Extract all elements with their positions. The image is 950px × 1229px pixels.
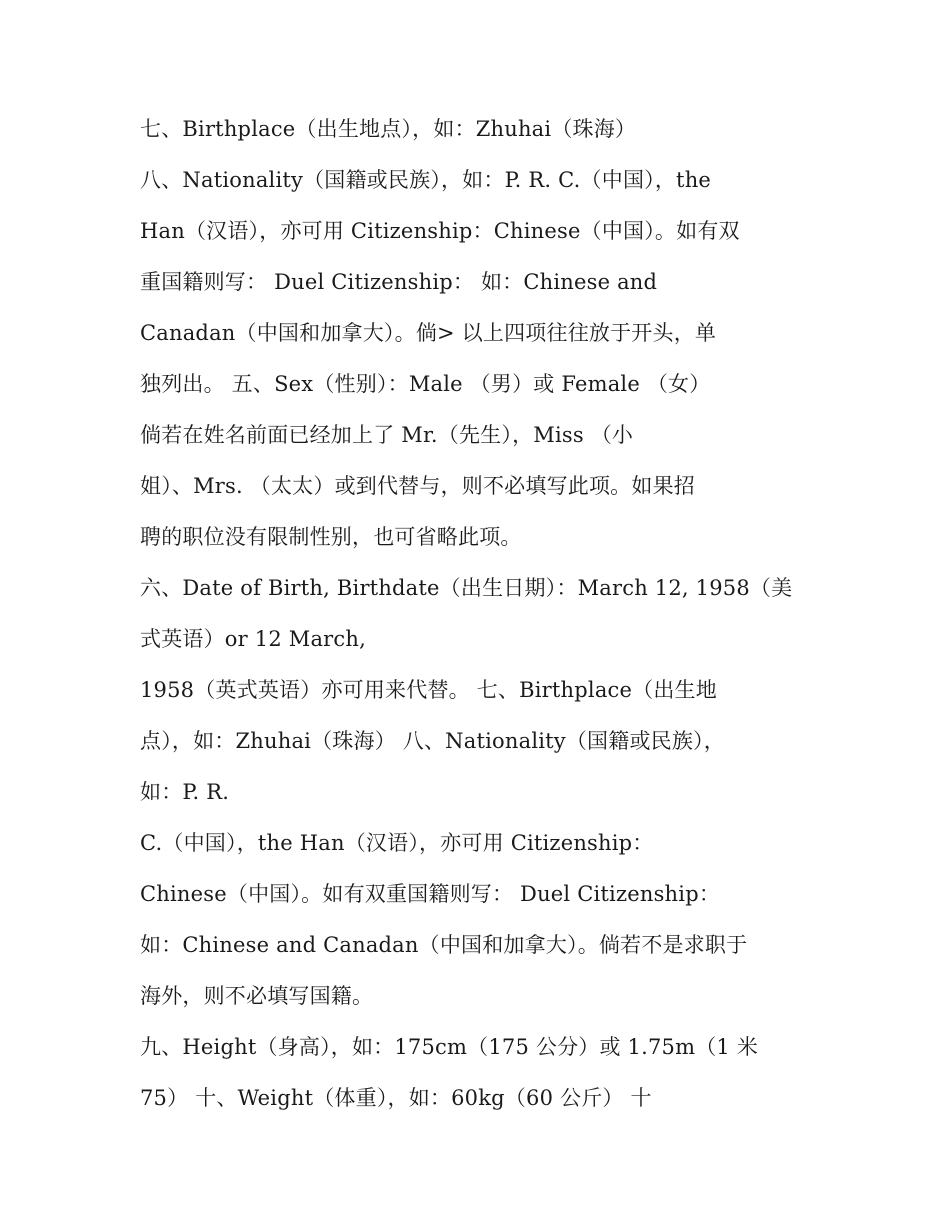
text-line: 重国籍则写： Duel Citizenship： 如：Chinese and — [140, 270, 658, 294]
text-line: 姐）、Mrs. （太太）或到代替与，则不必填写此项。如果招 — [140, 474, 695, 498]
text-line: C.（中国），the Han（汉语），亦可用 Citizenship： — [140, 831, 654, 855]
text-line: 点），如：Zhuhai（珠海） 八、Nationality（国籍或民族）， — [140, 729, 725, 753]
text-line: 倘若在姓名前面已经加上了 Mr.（先生），Miss （小 — [140, 423, 634, 447]
text-line: 式英语）or 12 March, — [140, 627, 366, 651]
text-line: 如：Chinese and Canadan（中国和加拿大）。倘若不是求职于 — [140, 933, 748, 957]
text-line: 七、Birthplace（出生地点），如：Zhuhai（珠海） — [140, 117, 637, 141]
text-line: 海外，则不必填写国籍。 — [140, 984, 374, 1008]
text-line: Han（汉语），亦可用 Citizenship：Chinese（中国）。如有双 — [140, 219, 740, 243]
text-line: 75） 十、Weight（体重），如：60kg（60 公斤） 十 — [140, 1086, 652, 1110]
text-line: Chinese（中国）。如有双重国籍则写： Duel Citizenship： — [140, 882, 721, 906]
text-line: 九、Height（身高），如：175cm（175 公分）或 1.75m（1 米 — [140, 1035, 759, 1059]
text-line: 如：P. R. — [140, 780, 230, 804]
text-line: 独列出。 五、Sex（性别）：Male （男）或 Female （女） — [140, 372, 711, 396]
text-line: Canadan（中国和加拿大）。倘> 以上四项往往放于开头，单 — [140, 321, 717, 345]
text-line: 六、Date of Birth, Birthdate（出生日期）：March 12, 1958（美 — [140, 576, 793, 600]
text-line: 八、Nationality（国籍或民族），如：P. R. C.（中国），the — [140, 168, 712, 192]
document-body — [140, 104, 820, 1124]
text-line: 聘的职位没有限制性别，也可省略此项。 — [140, 525, 522, 549]
text-line: 1958（英式英语）亦可用来代替。 七、Birthplace（出生地 — [140, 678, 717, 702]
